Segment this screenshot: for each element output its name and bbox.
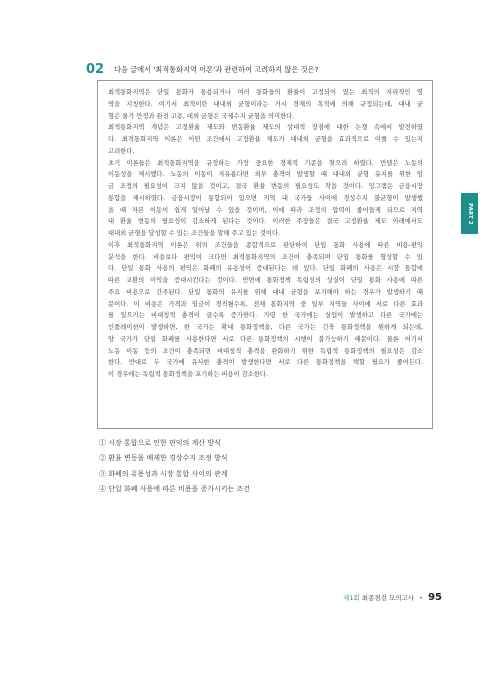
choice-list: [99, 436, 250, 498]
footer-title: 최종점검 모의고사: [361, 594, 415, 602]
passage-line: 대내외 균형을 달성할 수 있는 조건들을 말해 주고 있는 것이다.: [108, 230, 281, 237]
passage-line: 한다. 반대로 두 국가에 유사한 충격이 발생한다면 서로 다른 통화정책을 택할 필요가 줄어든다.: [108, 359, 423, 367]
part-tab-label: PART 2: [466, 202, 473, 225]
passage-line: 내 환율 변동의 필요성이 감소하게 된다는 것이다. 이러한 주장들은 결국 고정환율 제도 아래에서도: [108, 218, 423, 226]
passage-line: 금 조정의 필요성이 크지 않을 것이고, 결국 환율 변동의 필요성도 작을 것이다. 잉그램은 금융시장: [108, 183, 423, 190]
passage-line: 따른 교환의 이익을 증대시킨다는 것이다. 반면에 통화정책 독립성의 상실이 단일 통화 사용에 따른: [108, 277, 423, 284]
page-footer: [343, 592, 442, 603]
footer-round: 제1회: [342, 594, 360, 602]
passage-line: 을 때 자본 이동이 쉽게 일어날 수 있을 것이며, 이에 따라 조정의 압력이 줄어들게 되므로 지역: [108, 206, 423, 214]
question-stem: 다음 글에서 '최적통화지역 이론'과 관련하여 고려하지 않은 것은?: [114, 65, 319, 74]
passage-line: 역을 지칭한다. 여기서 최적이란 대내외 균형이라는 거시 경제의 목적에 의해 규정되는데, 대내 균: [108, 100, 423, 108]
passage-line: 분석을 한다. 비용보다 편익이 크다면 최적통화지역의 조건이 충족되며 단일 통화를 형성할 수 있: [108, 253, 423, 261]
passage-line: 형은 물가 안정과 완전 고용, 대외 균형은 국제수지 균형을 의미한다.: [108, 112, 295, 120]
passage-line: 양 국가가 단일 화폐를 사용한다면 서로 다른 통화정책의 시행이 불가능하기 때문이다. 물론 여기서: [108, 335, 423, 343]
passage-line: 문이다. 이 비용은 가격과 임금이 경직될수록, 전체 통화지역 중 일부 지역들 사이에 서로 다른 효과: [108, 300, 423, 308]
choice-4[interactable]: ④ 단일 화폐 사용에 따른 비용을 증가시키는 조건: [99, 485, 251, 494]
question-number: 02: [86, 62, 105, 77]
passage-line: 이후 최적통화지역 이론은 위의 조건들을 종합적으로 판단하여 단일 통화 사용에 따른 비용-편익: [108, 241, 423, 249]
page-number: 95: [428, 592, 442, 603]
passage-line: 이동성을 제시했다. 노동의 이동이 자유롭다면 외부 충격이 발생할 때 대내외 균형 유지를 위한 임: [108, 171, 423, 179]
passage-line: 다. 최적통화지역 이론은 어떤 조건에서 고정환율 제도가 대내외 균형을 효과적으로 이룰 수 있는지: [108, 136, 423, 143]
passage-line: 이 경우에는 독립적 통화정책을 포기하는 비용이 감소한다.: [108, 371, 268, 378]
passage-line: 고려한다.: [108, 147, 135, 155]
passage-box: [97, 80, 433, 429]
choice-3[interactable]: ③ 화폐의 유용성과 시장 통합 사이의 관계: [99, 469, 228, 478]
part-tab: [461, 193, 478, 234]
passage-line: 를 일으키는 비대칭적 충격이 클수록 증가한다. 가령 한 국가에는 실업이 발생하고 다른 국가에는: [108, 312, 423, 320]
passage-line: 통합을 제시하였다. 금융시장이 통합되어 있으면 지역 내 국가들 사이에 경상수지 불균형이 발생했: [108, 194, 423, 202]
passage-line: 초기 이론들은 최적통화지역을 규정하는 가장 중요한 경제적 기준을 찾으려 하였다. 먼델은 노동의: [108, 159, 423, 167]
passage-line: 주요 비용으로 간주된다. 단일 통화의 유지를 위해 대내 균형을 포기해야 하는 경우가 발생하기 때: [108, 288, 423, 296]
passage-line: 노동 이동 등의 조건이 충족되면 비대칭적 충격을 완화하기 위한 독립적 통화정책의 필요성은 감소: [108, 347, 423, 355]
passage-line: 다. 단일 통화 사용의 편익은 화폐의 유용성이 증대된다는 데 있다. 단일 화폐의 사용은 시장 통합에: [108, 265, 423, 273]
choice-2[interactable]: ② 환율 변동을 배제한 경상수지 조정 방식: [99, 454, 228, 463]
footer-separator: •: [419, 594, 423, 602]
passage-line: 인플레이션이 발생하면, 한 국가는 확대 통화정책을, 다른 국가는 긴축 통화정책을 원하게 되는데,: [108, 324, 423, 331]
passage-line: 최적통화지역은 단일 통화가 통용되거나 여러 통화들의 환율이 고정되어 있는 최적의 지리적인 영: [108, 89, 423, 96]
passage-line: 최적통화지역 개념은 고정환율 제도와 변동환율 제도의 상대적 장점에 대한 논쟁 속에서 발전하였: [108, 124, 423, 132]
choice-1[interactable]: ① 시장 통합으로 인한 편익의 계산 방식: [99, 439, 221, 447]
